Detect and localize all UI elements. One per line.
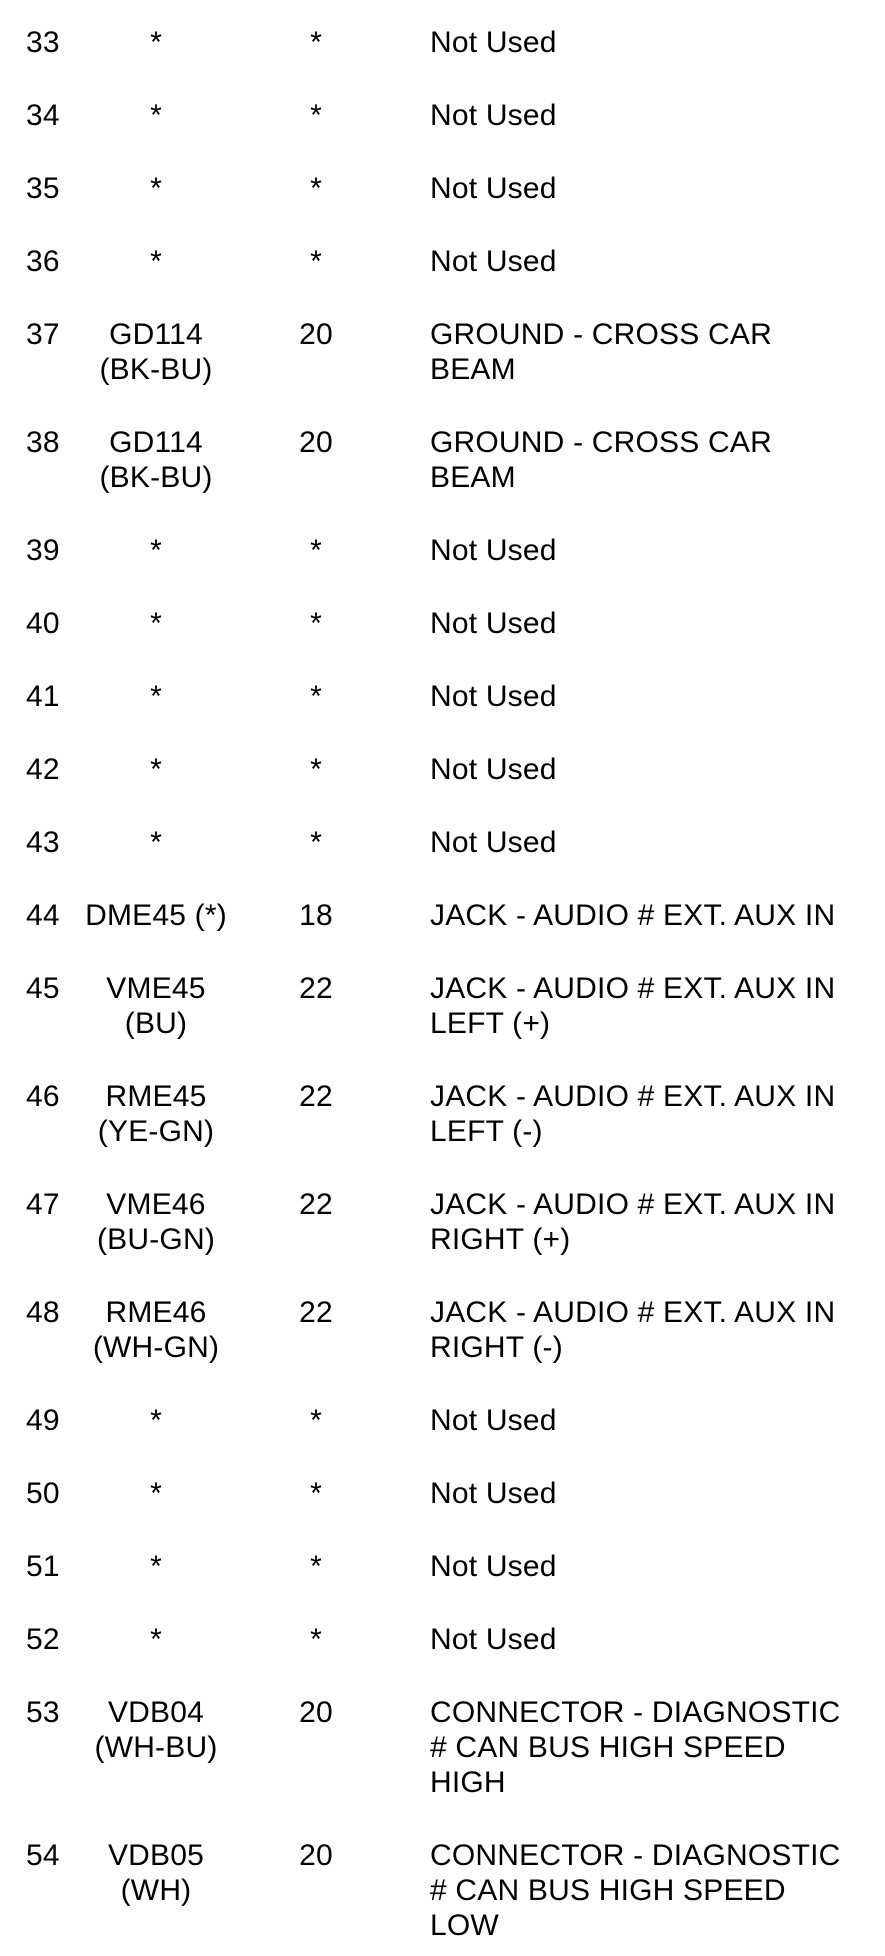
circuit-code: GD114 <box>109 318 203 351</box>
pin-number-cell <box>0 1162 60 1270</box>
pin-number-cell <box>0 0 60 73</box>
wire-gauge-cell <box>256 1378 376 1451</box>
circuit-code: RME46 <box>105 1296 207 1329</box>
circuit-cell <box>56 400 256 508</box>
wire-gauge-cell <box>256 1813 376 1956</box>
pin-number: 36 <box>26 245 60 278</box>
circuit-code: * <box>150 172 162 205</box>
table-row <box>0 508 885 581</box>
wire-gauge-cell <box>256 1451 376 1524</box>
table-row <box>0 1054 885 1162</box>
function-text: RIGHT (+) <box>430 1223 571 1256</box>
function-cell <box>376 873 885 946</box>
pin-number: 54 <box>26 1839 60 1872</box>
pin-number: 51 <box>26 1550 60 1583</box>
wire-color: (BU) <box>124 1007 188 1040</box>
pin-number: 52 <box>26 1623 60 1656</box>
wire-gauge-cell <box>256 946 376 1054</box>
circuit-code: VDB05 <box>107 1839 205 1872</box>
wire-gauge: * <box>310 826 322 859</box>
circuit-cell <box>56 1597 256 1670</box>
function-cell <box>376 654 885 727</box>
circuit-cell <box>56 1524 256 1597</box>
function-cell <box>376 800 885 873</box>
pin-number: 43 <box>26 826 60 859</box>
wire-gauge: * <box>310 753 322 786</box>
wire-gauge-cell <box>256 1162 376 1270</box>
table-row <box>0 873 885 946</box>
function-text: CONNECTOR - DIAGNOSTIC <box>430 1839 841 1872</box>
function-text: LOW <box>430 1909 499 1942</box>
table-row <box>0 946 885 1054</box>
pin-number-cell <box>0 146 60 219</box>
pin-number: 50 <box>26 1477 60 1510</box>
wire-color: (WH) <box>120 1874 192 1907</box>
pin-number-cell <box>0 1451 60 1524</box>
function-cell <box>376 946 885 1054</box>
wire-gauge-cell <box>256 581 376 654</box>
table-row <box>0 400 885 508</box>
circuit-code: * <box>150 826 162 859</box>
wire-gauge-cell <box>256 292 376 400</box>
function-text: Not Used <box>430 680 557 713</box>
pin-number: 39 <box>26 534 60 567</box>
table-row <box>0 581 885 654</box>
pin-number-cell <box>0 1597 60 1670</box>
pin-number-cell <box>0 1813 60 1956</box>
pin-number-cell <box>0 1378 60 1451</box>
circuit-code: VDB04 <box>107 1696 205 1729</box>
table-row <box>0 73 885 146</box>
wire-gauge: 22 <box>299 972 333 1005</box>
function-text: JACK - AUDIO # EXT. AUX IN <box>430 972 836 1005</box>
circuit-code: * <box>150 753 162 786</box>
circuit-cell <box>56 146 256 219</box>
function-text: JACK - AUDIO # EXT. AUX IN <box>430 1080 836 1113</box>
table-row <box>0 1597 885 1670</box>
wire-gauge: 22 <box>299 1296 333 1329</box>
pin-number: 46 <box>26 1080 60 1113</box>
function-cell <box>376 1054 885 1162</box>
function-text: Not Used <box>430 1404 557 1437</box>
table-row <box>0 219 885 292</box>
circuit-cell <box>56 73 256 146</box>
function-cell <box>376 219 885 292</box>
pin-number: 49 <box>26 1404 60 1437</box>
table-row <box>0 1451 885 1524</box>
circuit-code: * <box>150 1623 162 1656</box>
function-cell <box>376 0 885 73</box>
function-text: Not Used <box>430 1550 557 1583</box>
function-text: GROUND - CROSS CAR <box>430 318 772 351</box>
wire-gauge-cell <box>256 1054 376 1162</box>
wire-color: (WH-GN) <box>92 1331 220 1364</box>
circuit-cell <box>56 1378 256 1451</box>
wire-gauge: * <box>310 1623 322 1656</box>
function-text: Not Used <box>430 1477 557 1510</box>
pin-number: 40 <box>26 607 60 640</box>
circuit-cell <box>56 1670 256 1813</box>
wire-gauge: * <box>310 26 322 59</box>
table-row <box>0 146 885 219</box>
wire-gauge: 22 <box>299 1188 333 1221</box>
pin-number: 35 <box>26 172 60 205</box>
function-cell <box>376 1597 885 1670</box>
circuit-cell <box>56 800 256 873</box>
circuit-code: RME45 <box>105 1080 207 1113</box>
wire-gauge: 18 <box>299 899 333 932</box>
wire-gauge-cell <box>256 727 376 800</box>
function-cell <box>376 508 885 581</box>
pin-number-cell <box>0 800 60 873</box>
function-text: # CAN BUS HIGH SPEED <box>430 1731 786 1764</box>
circuit-cell <box>56 873 256 946</box>
wire-gauge-cell <box>256 219 376 292</box>
circuit-cell <box>56 946 256 1054</box>
pin-number: 45 <box>26 972 60 1005</box>
pin-number-cell <box>0 292 60 400</box>
wire-gauge: * <box>310 99 322 132</box>
circuit-cell <box>56 727 256 800</box>
function-cell <box>376 146 885 219</box>
function-text: JACK - AUDIO # EXT. AUX IN <box>430 899 836 932</box>
circuit-cell <box>56 581 256 654</box>
wire-gauge: * <box>310 607 322 640</box>
table-row <box>0 727 885 800</box>
function-text: Not Used <box>430 172 557 205</box>
function-text: Not Used <box>430 826 557 859</box>
function-cell <box>376 581 885 654</box>
function-text: LEFT (+) <box>430 1007 551 1040</box>
table-row <box>0 1378 885 1451</box>
circuit-code: * <box>150 1477 162 1510</box>
circuit-cell <box>56 1451 256 1524</box>
wire-gauge: 22 <box>299 1080 333 1113</box>
function-cell <box>376 292 885 400</box>
function-cell <box>376 1162 885 1270</box>
pin-number: 47 <box>26 1188 60 1221</box>
table-row <box>0 1162 885 1270</box>
function-cell <box>376 1270 885 1378</box>
circuit-code: VME45 <box>106 972 206 1005</box>
function-text: Not Used <box>430 245 557 278</box>
wire-color: (BK-BU) <box>99 461 213 494</box>
pin-number-cell <box>0 1670 60 1813</box>
circuit-code: DME45 (*) <box>85 899 227 932</box>
pin-number: 33 <box>26 26 60 59</box>
wire-gauge: * <box>310 1404 322 1437</box>
wire-gauge: 20 <box>299 1696 333 1729</box>
wire-gauge: * <box>310 172 322 205</box>
pin-number-cell <box>0 873 60 946</box>
wire-gauge: * <box>310 680 322 713</box>
circuit-cell <box>56 1813 256 1956</box>
function-cell <box>376 727 885 800</box>
function-cell <box>376 400 885 508</box>
wire-gauge-cell <box>256 1524 376 1597</box>
pin-number-cell <box>0 73 60 146</box>
wire-gauge: 20 <box>299 318 333 351</box>
function-text: JACK - AUDIO # EXT. AUX IN <box>430 1188 836 1221</box>
circuit-code: * <box>150 245 162 278</box>
circuit-code: * <box>150 607 162 640</box>
pin-number: 37 <box>26 318 60 351</box>
wire-gauge: * <box>310 534 322 567</box>
table-row <box>0 1813 885 1956</box>
circuit-code: VME46 <box>106 1188 206 1221</box>
wire-gauge-cell <box>256 1270 376 1378</box>
circuit-code: * <box>150 1550 162 1583</box>
function-cell <box>376 1524 885 1597</box>
circuit-cell <box>56 1162 256 1270</box>
circuit-code: * <box>150 26 162 59</box>
pin-number: 48 <box>26 1296 60 1329</box>
function-text: RIGHT (-) <box>430 1331 563 1364</box>
wire-gauge: * <box>310 245 322 278</box>
pin-number-cell <box>0 946 60 1054</box>
function-text: Not Used <box>430 753 557 786</box>
pin-number-cell <box>0 1054 60 1162</box>
function-cell <box>376 1813 885 1956</box>
function-text: Not Used <box>430 607 557 640</box>
function-text: BEAM <box>430 353 516 386</box>
circuit-code: * <box>150 99 162 132</box>
circuit-cell <box>56 654 256 727</box>
wire-gauge-cell <box>256 1597 376 1670</box>
function-cell <box>376 1451 885 1524</box>
wire-gauge-cell <box>256 654 376 727</box>
circuit-cell <box>56 1270 256 1378</box>
table-row <box>0 1524 885 1597</box>
function-text: BEAM <box>430 461 516 494</box>
wire-gauge: * <box>310 1550 322 1583</box>
wire-gauge-cell <box>256 873 376 946</box>
circuit-code: * <box>150 1404 162 1437</box>
table-row <box>0 1270 885 1378</box>
circuit-cell <box>56 219 256 292</box>
function-cell <box>376 1670 885 1813</box>
wire-gauge-cell <box>256 1670 376 1813</box>
circuit-code: * <box>150 534 162 567</box>
pin-number: 41 <box>26 680 60 713</box>
pin-number: 38 <box>26 426 60 459</box>
function-text: HIGH <box>430 1766 506 1799</box>
wire-color: (YE-GN) <box>97 1115 215 1148</box>
table-row <box>0 292 885 400</box>
table-row <box>0 654 885 727</box>
wire-gauge: 20 <box>299 426 333 459</box>
circuit-code: * <box>150 680 162 713</box>
function-text: JACK - AUDIO # EXT. AUX IN <box>430 1296 836 1329</box>
wire-gauge-cell <box>256 0 376 73</box>
circuit-cell <box>56 292 256 400</box>
pin-number-cell <box>0 400 60 508</box>
pin-number: 53 <box>26 1696 60 1729</box>
pin-number-cell <box>0 654 60 727</box>
pin-number-cell <box>0 727 60 800</box>
function-text: Not Used <box>430 26 557 59</box>
circuit-cell <box>56 1054 256 1162</box>
function-text: LEFT (-) <box>430 1115 543 1148</box>
function-text: Not Used <box>430 99 557 132</box>
pin-number: 34 <box>26 99 60 132</box>
circuit-cell <box>56 0 256 73</box>
table-row <box>0 1670 885 1813</box>
pin-number-cell <box>0 1270 60 1378</box>
function-text: CONNECTOR - DIAGNOSTIC <box>430 1696 841 1729</box>
wire-gauge-cell <box>256 73 376 146</box>
pin-number-cell <box>0 581 60 654</box>
pin-number-cell <box>0 1524 60 1597</box>
pin-number: 42 <box>26 753 60 786</box>
wire-gauge-cell <box>256 508 376 581</box>
function-text: Not Used <box>430 1623 557 1656</box>
wire-color: (WH-BU) <box>94 1731 218 1764</box>
wire-gauge-cell <box>256 800 376 873</box>
wire-gauge-cell <box>256 400 376 508</box>
wire-gauge: 20 <box>299 1839 333 1872</box>
wire-color: (BU-GN) <box>96 1223 216 1256</box>
wire-color: (BK-BU) <box>99 353 213 386</box>
table-row <box>0 800 885 873</box>
table-row <box>0 0 885 73</box>
wire-gauge-cell <box>256 146 376 219</box>
pin-number: 44 <box>26 899 60 932</box>
pin-number-cell <box>0 508 60 581</box>
function-text: Not Used <box>430 534 557 567</box>
pin-number-cell <box>0 219 60 292</box>
wire-gauge: * <box>310 1477 322 1510</box>
function-text: GROUND - CROSS CAR <box>430 426 772 459</box>
function-text: # CAN BUS HIGH SPEED <box>430 1874 786 1907</box>
function-cell <box>376 1378 885 1451</box>
circuit-code: GD114 <box>109 426 203 459</box>
circuit-cell <box>56 508 256 581</box>
function-cell <box>376 73 885 146</box>
